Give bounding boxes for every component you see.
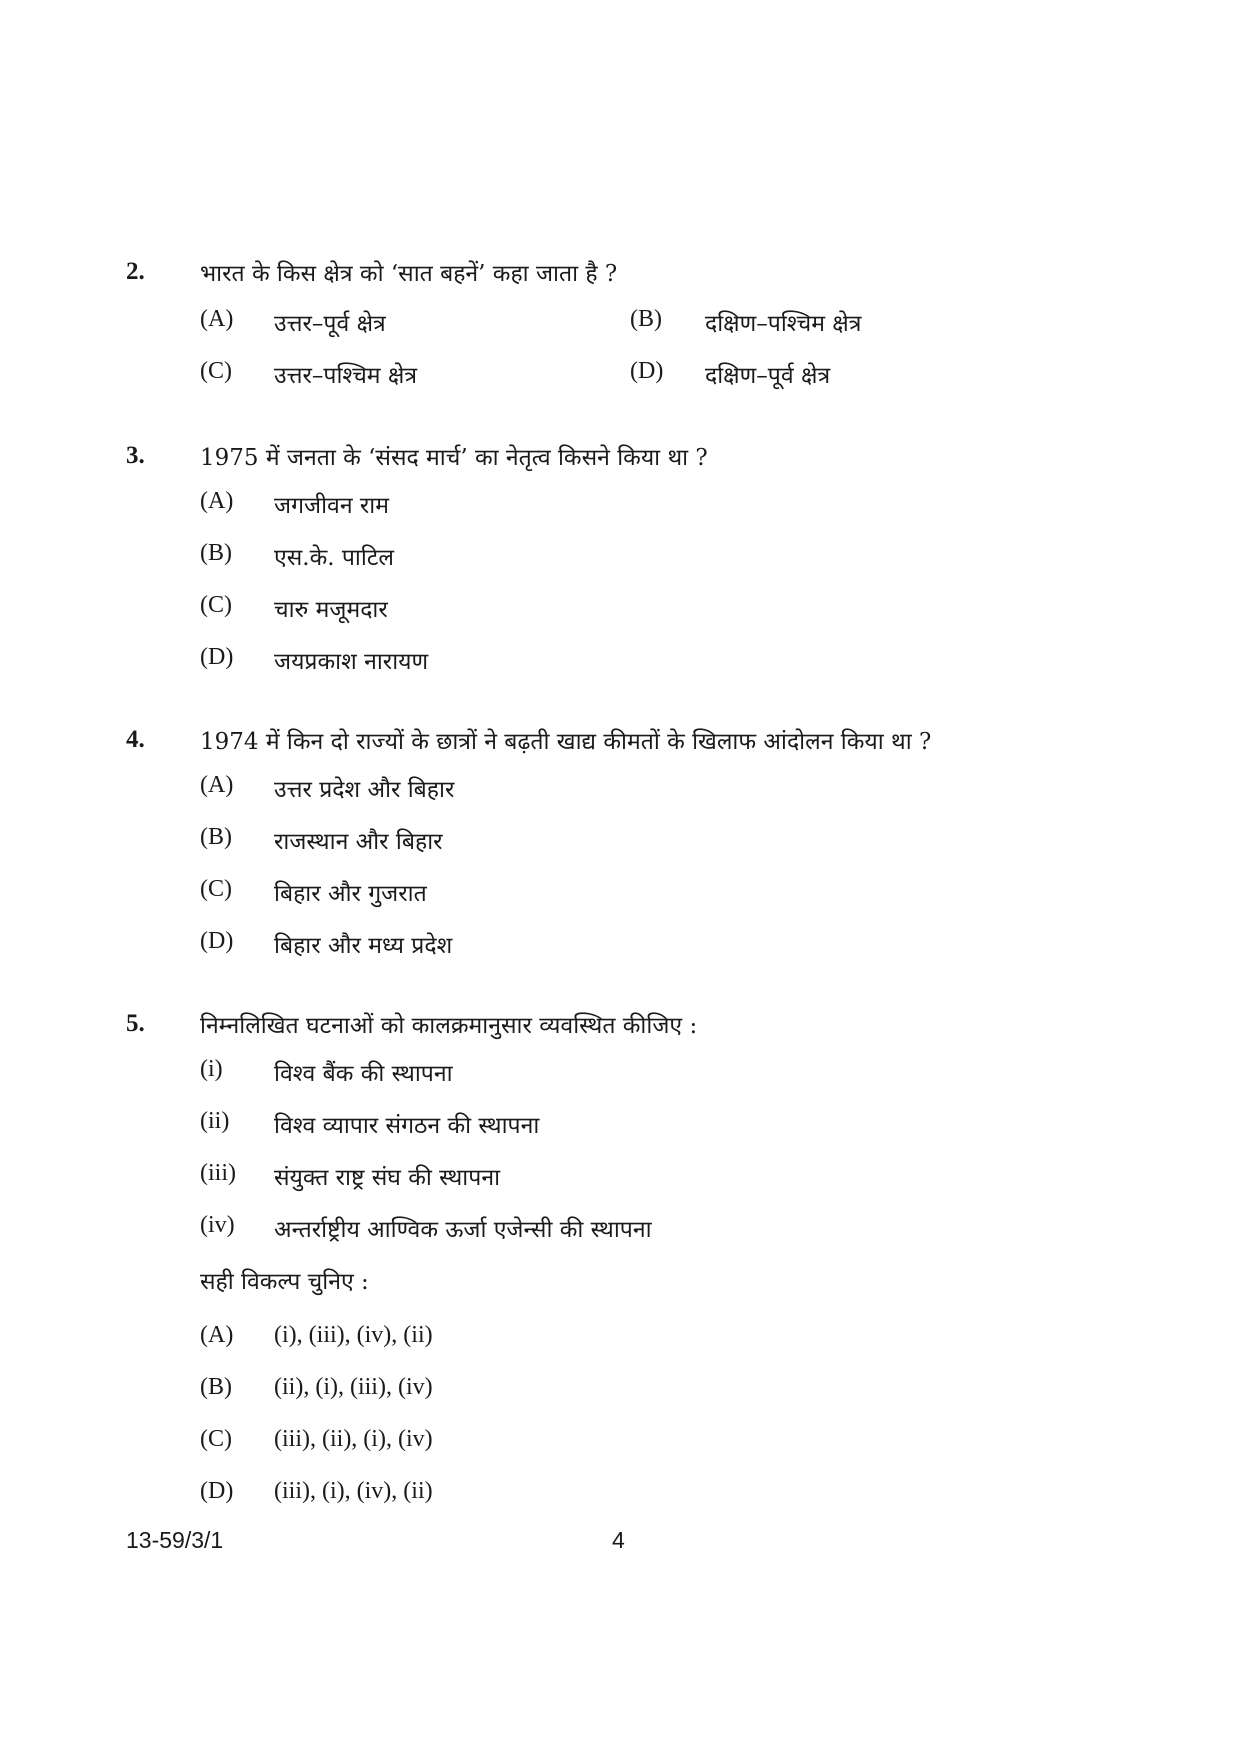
question-2-option-a-label: (A) <box>200 306 234 332</box>
question-3-option-c-label: (C) <box>200 592 232 618</box>
question-5-option-c-text: (iii), (ii), (i), (iv) <box>274 1426 433 1452</box>
question-3-number: 3. <box>126 442 145 469</box>
question-4-option-b-label: (B) <box>200 824 232 850</box>
question-2-option-c-text: उत्तर–पश्चिम क्षेत्र <box>274 363 418 389</box>
question-5-instruction: सही विकल्प चुनिए : <box>200 1269 369 1295</box>
question-4-option-b-text: राजस्थान और बिहार <box>274 829 443 855</box>
question-5-item-i-text: विश्व बैंक की स्थापना <box>274 1061 453 1087</box>
question-5-option-c-label: (C) <box>200 1426 232 1452</box>
question-4-option-a-text: उत्तर प्रदेश और बिहार <box>274 777 455 803</box>
question-3-option-b-text: एस.के. पाटिल <box>274 545 395 571</box>
question-5-item-iv-label: (iv) <box>200 1212 235 1238</box>
question-2-option-b-label: (B) <box>630 306 662 332</box>
question-5-item-i-label: (i) <box>200 1056 223 1082</box>
question-3-option-d-text: जयप्रकाश नारायण <box>274 649 429 675</box>
question-2-option-d-label: (D) <box>630 358 664 384</box>
question-5-text: निम्नलिखित घटनाओं को कालक्रमानुसार व्यवस्थित कीजिए : <box>200 1013 698 1039</box>
question-5-item-iii-text: संयुक्त राष्ट्र संघ की स्थापना <box>274 1165 501 1191</box>
question-5-option-a-text: (i), (iii), (iv), (ii) <box>274 1322 433 1348</box>
question-2-option-a-text: उत्तर–पूर्व क्षेत्र <box>274 311 386 337</box>
question-4-option-d-label: (D) <box>200 928 234 954</box>
question-4-option-c-text: बिहार और गुजरात <box>274 881 427 907</box>
question-3-option-d-label: (D) <box>200 644 234 670</box>
question-2-number: 2. <box>126 258 145 285</box>
question-4-text: 1974 में किन दो राज्यों के छात्रों ने बढ़ती खाद्य कीमतों के खिलाफ आंदोलन किया था ? <box>200 729 932 755</box>
question-3-option-a-label: (A) <box>200 488 234 514</box>
page-number: 4 <box>612 1527 625 1553</box>
question-5-option-a-label: (A) <box>200 1322 234 1348</box>
question-5-item-ii-text: विश्व व्यापार संगठन की स्थापना <box>274 1113 540 1139</box>
question-2-text: भारत के किस क्षेत्र को ‘सात बहनें’ कहा जाता है ? <box>200 261 618 287</box>
question-3-option-b-label: (B) <box>200 540 232 566</box>
question-2-option-b-text: दक्षिण–पश्चिम क्षेत्र <box>705 311 862 337</box>
question-4-option-c-label: (C) <box>200 876 232 902</box>
question-3-option-c-text: चारु मजूमदार <box>274 597 388 623</box>
question-4-option-a-label: (A) <box>200 772 234 798</box>
question-5-number: 5. <box>126 1010 145 1037</box>
question-5-option-b-label: (B) <box>200 1374 232 1400</box>
question-4-number: 4. <box>126 726 145 753</box>
question-2-option-d-text: दक्षिण–पूर्व क्षेत्र <box>705 363 831 389</box>
question-5-item-iv-text: अन्तर्राष्ट्रीय आण्विक ऊर्जा एजेन्सी की स्थापना <box>274 1217 652 1243</box>
question-5-option-d-label: (D) <box>200 1478 234 1504</box>
paper-code: 13-59/3/1 <box>126 1527 224 1553</box>
question-2-option-c-label: (C) <box>200 358 232 384</box>
question-4-option-d-text: बिहार और मध्य प्रदेश <box>274 933 453 959</box>
question-5-option-b-text: (ii), (i), (iii), (iv) <box>274 1374 433 1400</box>
question-5-option-d-text: (iii), (i), (iv), (ii) <box>274 1478 433 1504</box>
question-3-text: 1975 में जनता के ‘संसद मार्च’ का नेतृत्व किसने किया था ? <box>200 445 708 471</box>
question-5-item-ii-label: (ii) <box>200 1108 230 1134</box>
question-3-option-a-text: जगजीवन राम <box>274 493 390 519</box>
question-5-item-iii-label: (iii) <box>200 1160 236 1186</box>
